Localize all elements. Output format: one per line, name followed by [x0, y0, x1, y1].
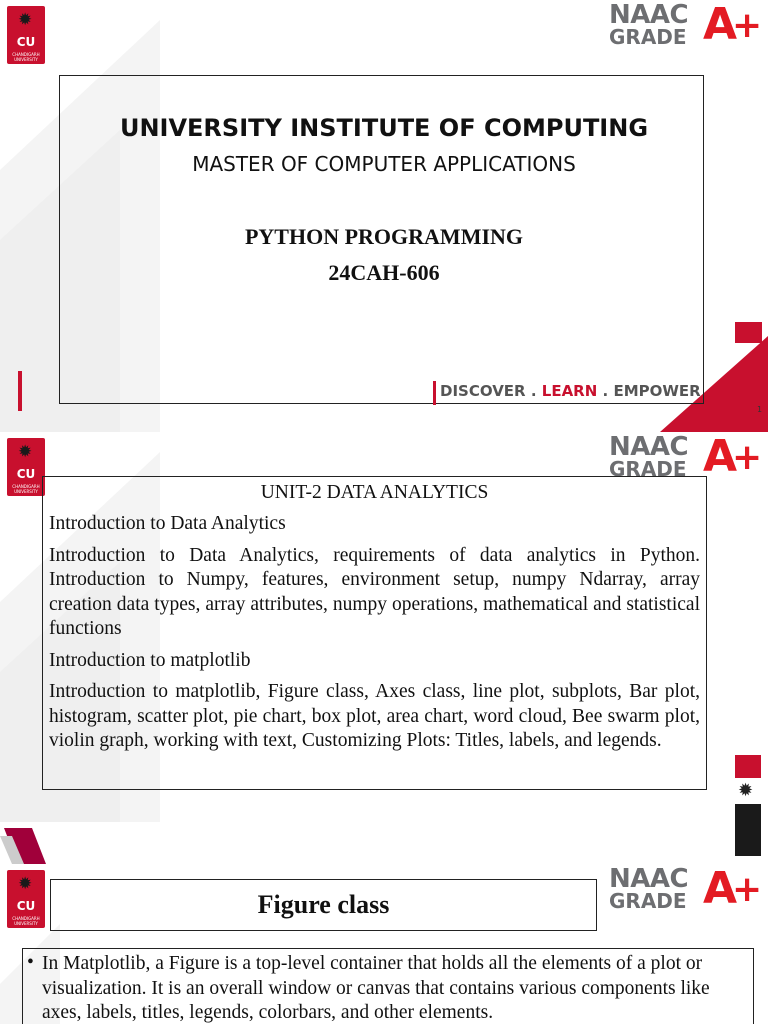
sun-emblem-icon: ✹	[18, 874, 33, 894]
grade-label: GRADE	[609, 25, 687, 49]
cu-logo-subtext: CHANDIGARH UNIVERSITY	[12, 52, 40, 62]
topic-heading: Introduction to matplotlib	[49, 649, 251, 671]
slide-title: Figure class	[50, 879, 597, 931]
sun-emblem-icon: ✹	[18, 10, 33, 30]
gear-icon: ✹	[738, 780, 754, 801]
naac-badge	[608, 864, 768, 914]
naac-label: NAAC	[609, 864, 689, 894]
institute-name: UNIVERSITY INSTITUTE OF COMPUTING	[119, 114, 649, 142]
grade-plus: +	[732, 437, 763, 478]
course-name: PYTHON PROGRAMMING	[244, 224, 524, 249]
tagline-discover: DISCOVER	[440, 382, 526, 400]
title-slide	[0, 0, 768, 432]
tagline	[440, 382, 701, 400]
naac-badge	[608, 0, 768, 50]
bullet-text: In Matplotlib, a Figure is a top-level container that holds all the elements of a plot or visualization. It is an overall window or canvas that contains various components like axes, labels, titles, legends, colorbars, and other elements.	[42, 953, 710, 1023]
grade-letter: A	[703, 0, 738, 50]
tagline-bar	[433, 381, 436, 405]
naac-label: NAAC	[609, 0, 689, 30]
page-number: 1	[757, 405, 763, 414]
grade-letter: A	[703, 432, 738, 482]
grade-plus: +	[732, 869, 763, 910]
cu-logo	[7, 870, 45, 928]
cu-logo-text: CU	[16, 467, 36, 481]
cu-logo-subtext: CHANDIGARH UNIVERSITY	[12, 916, 40, 926]
grade-label: GRADE	[609, 889, 687, 913]
topic-detail: Introduction to matplotlib, Figure class, Axes class, line plot, subplots, Bar plot, histogram, scatter plot, pie chart, box plot, area chart, word cloud, Bee swarm plot, violin graph, working with text, Customizing Plots: Titles, labels, and legends.	[49, 681, 700, 751]
program-name: MASTER OF COMPUTER APPLICATIONS	[192, 152, 576, 176]
cu-logo	[7, 6, 45, 64]
course-code: 24CAH-606	[328, 260, 440, 285]
tagline-learn: LEARN	[541, 382, 598, 400]
accent-bar	[18, 371, 22, 411]
grade-letter: A	[703, 864, 738, 914]
bullet-icon: •	[27, 952, 34, 973]
tagline-empower: EMPOWER	[613, 382, 701, 400]
topic-heading: Introduction to Data Analytics	[49, 513, 286, 534]
figure-class-slide	[0, 864, 768, 1024]
cu-logo-subtext: CHANDIGARH UNIVERSITY	[12, 484, 40, 494]
topic-detail: Introduction to Data Analytics, requirements of data analytics in Python. Introduction to Numpy, features, environment setup, numpy Ndarray, array creation data types, array attributes, numpy operations, mathematical and statistical functions	[49, 544, 700, 639]
grade-label: GRADE	[609, 457, 687, 481]
cu-logo-text: CU	[16, 899, 36, 913]
sun-emblem-icon: ✹	[18, 442, 33, 462]
content-box	[22, 948, 754, 1024]
unit-title: UNIT-2 DATA ANALYTICS	[260, 482, 489, 503]
cu-logo-text: CU	[16, 35, 36, 49]
naac-label: NAAC	[609, 432, 689, 462]
grade-plus: +	[732, 5, 763, 46]
tagline-sep: .	[525, 382, 542, 400]
syllabus-box	[42, 476, 707, 790]
syllabus-slide	[0, 432, 768, 864]
tagline-sep: .	[597, 382, 614, 400]
cu-logo	[7, 438, 45, 496]
